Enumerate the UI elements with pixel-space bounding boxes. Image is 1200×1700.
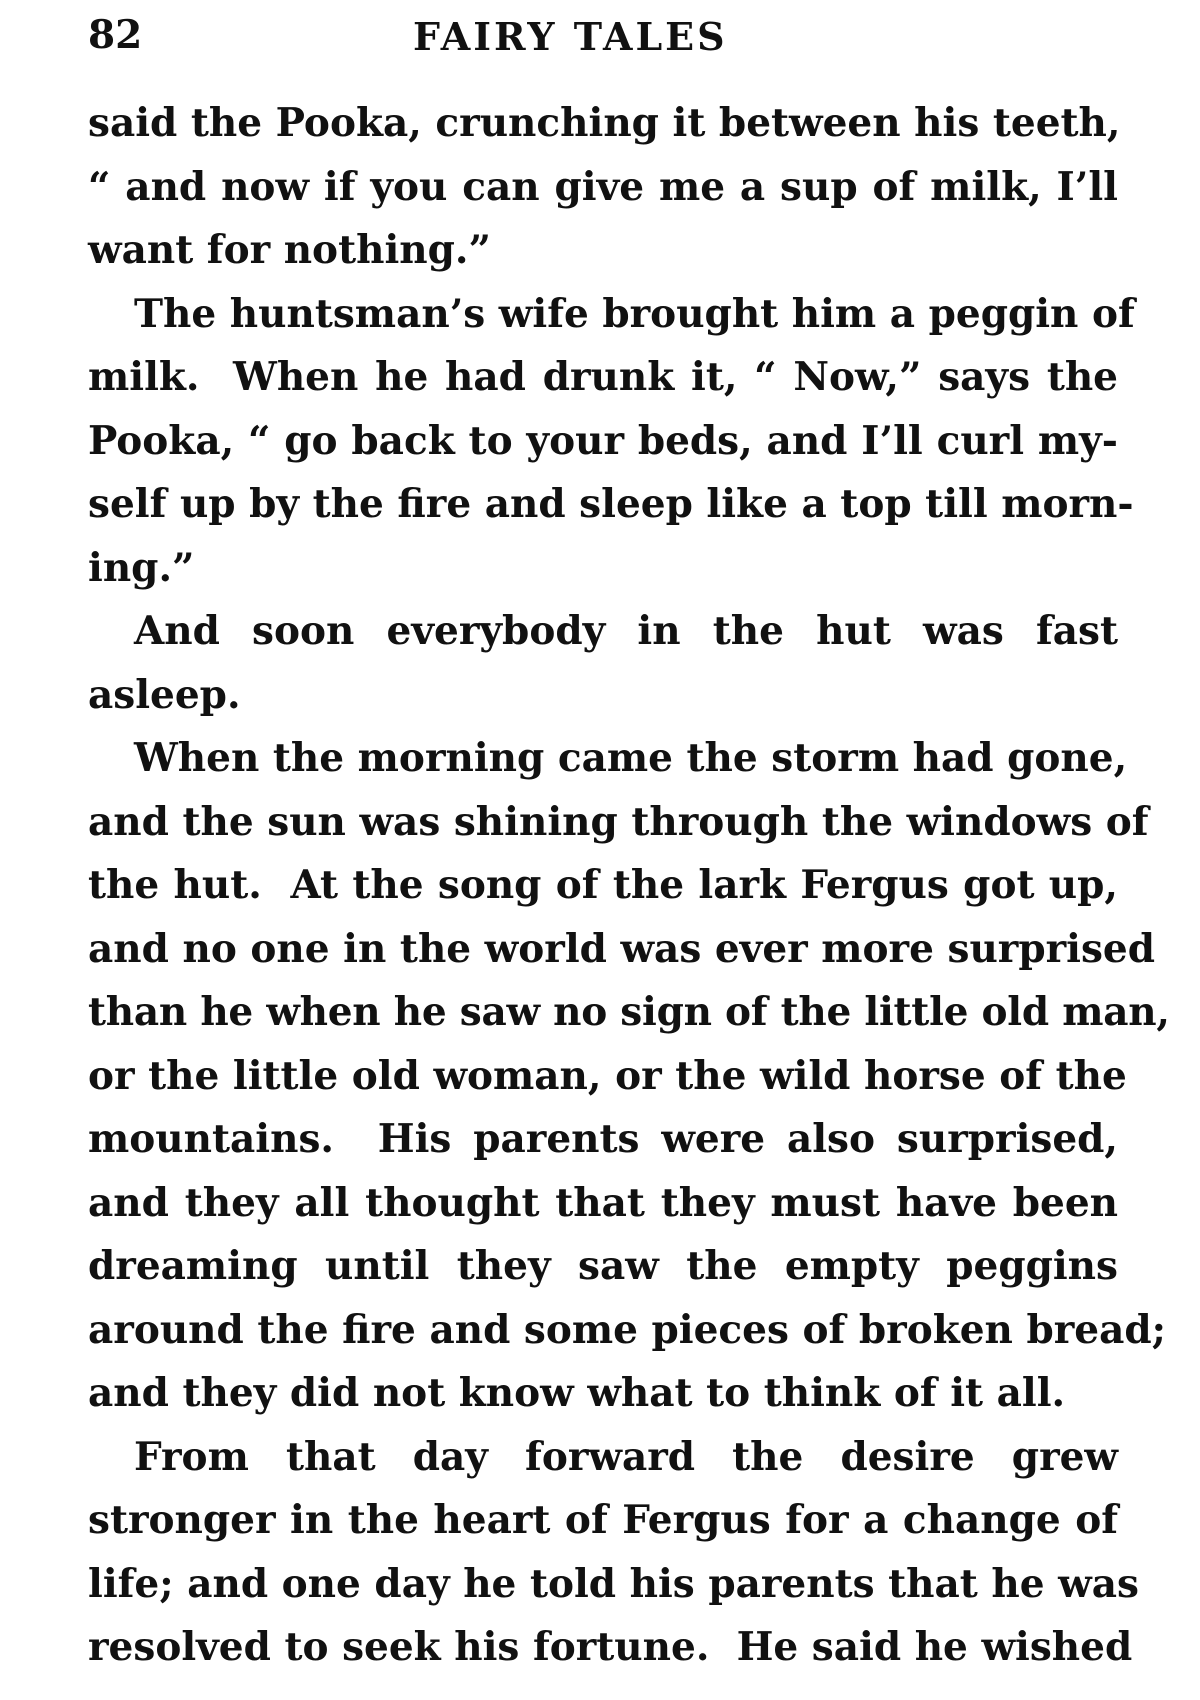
text-line: said the Pooka, crunching it between his teeth, [88,100,1121,146]
text-line: dreaming until they saw the empty peggins [88,1243,1118,1289]
text-line: From that day forward the desire grew [134,1433,1118,1480]
text-line: and they all thought that they must have been [88,1179,1118,1226]
text-line: milk. When he had drunk it, “ Now,” says the [88,354,1118,400]
body-text [88,92,1170,1680]
text-line: resolved to seek his fortune. He said he wished [88,1624,1133,1670]
text-line: stronger in the heart of Fergus for a change of [88,1497,1118,1543]
running-title: FAIRY TALES [413,14,728,59]
text-line: the hut. At the song of the lark Fergus got up, [88,862,1118,908]
text-line: and they did not know what to think of it all. [88,1370,1066,1416]
text-line: than he when he saw no sign of the little old man, [88,989,1170,1035]
text-line: mountains. His parents were also surprised, [88,1116,1118,1162]
page-header [88,6,1118,68]
text-line: want for nothing.” [88,227,491,273]
text-line: And soon everybody in the hut was fast [134,608,1118,654]
text-line: ing.” [88,544,195,591]
text-line: or the little old woman, or the wild horse of the [88,1052,1127,1099]
text-line: When the morning came the storm had gone, [134,735,1128,781]
text-line: self up by the fire and sleep like a top till morn- [88,481,1134,527]
text-line: life; and one day he told his parents that he was [88,1560,1139,1607]
text-line: around the fire and some pieces of broken bread; [88,1306,1167,1353]
text-line: and the sun was shining through the windows of [88,798,1149,845]
text-line: “ and now if you can give me a sup of milk, I’ll [88,163,1118,210]
text-line: and no one in the world was ever more surprised [88,925,1156,972]
text-line: The huntsman’s wife brought him a peggin of [134,290,1135,337]
page-number: 82 [88,12,143,58]
text-line: asleep. [88,671,241,718]
text-line: Pooka, “ go back to your beds, and I’ll curl my- [88,417,1118,464]
